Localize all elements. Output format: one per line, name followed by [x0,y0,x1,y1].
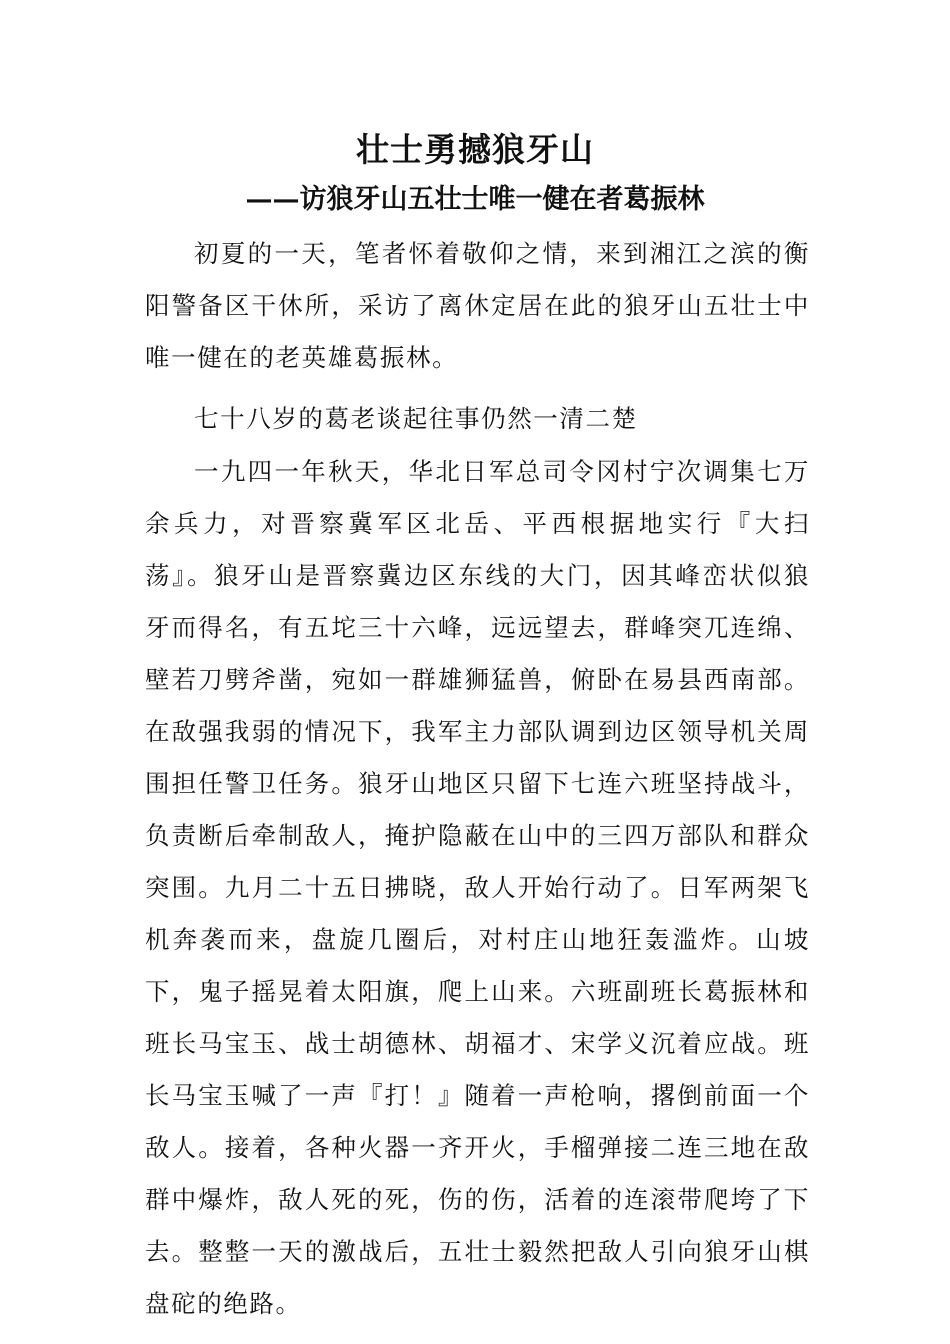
paragraph-battle-account: 一九四一年秋天，华北日军总司令冈村宁次调集七万余兵力，对晋察冀军区北岳、平西根据地实行『大扫荡』。狼牙山是晋察冀边区东线的大门，因其峰峦状似狼牙而得名，有五坨三十六峰，远远望去，群峰突兀连绵、壁若刀劈斧凿，宛如一群雄狮猛兽，俯卧在易县西南部。在敌强我弱的情况下，我军主力部队调到边区领导机关周围担任警卫任务。狼牙山地区只留下七连六班坚持战斗，负责断后牵制敌人，掩护隐蔽在山中的三四万部队和群众突围。九月二十五日拂晓，敌人开始行动了。日军两架飞机奔袭而来，盘旋几圈后，对村庄山地狂轰滥炸。山坡下，鬼子摇晃着太阳旗，爬上山来。六班副班长葛振林和班长马宝玉、战士胡德林、胡福才、宋学义沉着应战。班长马宝玉喊了一声『打！』随着一声枪响，撂倒前面一个敌人。接着，各种火器一齐开火，手榴弹接二连三地在敌群中爆炸，敌人死的死，伤的伤，活着的连滚带爬垮了下去。整整一天的激战后，五壮士毅然把敌人引向狼牙山棋盘砣的绝路。 [145,457,810,1318]
document-title: 壮士勇撼狼牙山 [356,130,594,169]
document-body [145,228,810,1330]
paragraph-intro: 初夏的一天，笔者怀着敬仰之情，来到湘江之滨的衡阳警备区干休所，采访了离休定居在此的狼牙山五壮士中唯一健在的老英雄葛振林。 [145,239,810,372]
document-subtitle: ——访狼牙山五壮士唯一健在者葛振林 [245,184,705,215]
paragraph-recollection: 七十八岁的葛老谈起往事仍然一清二楚 [194,404,638,433]
